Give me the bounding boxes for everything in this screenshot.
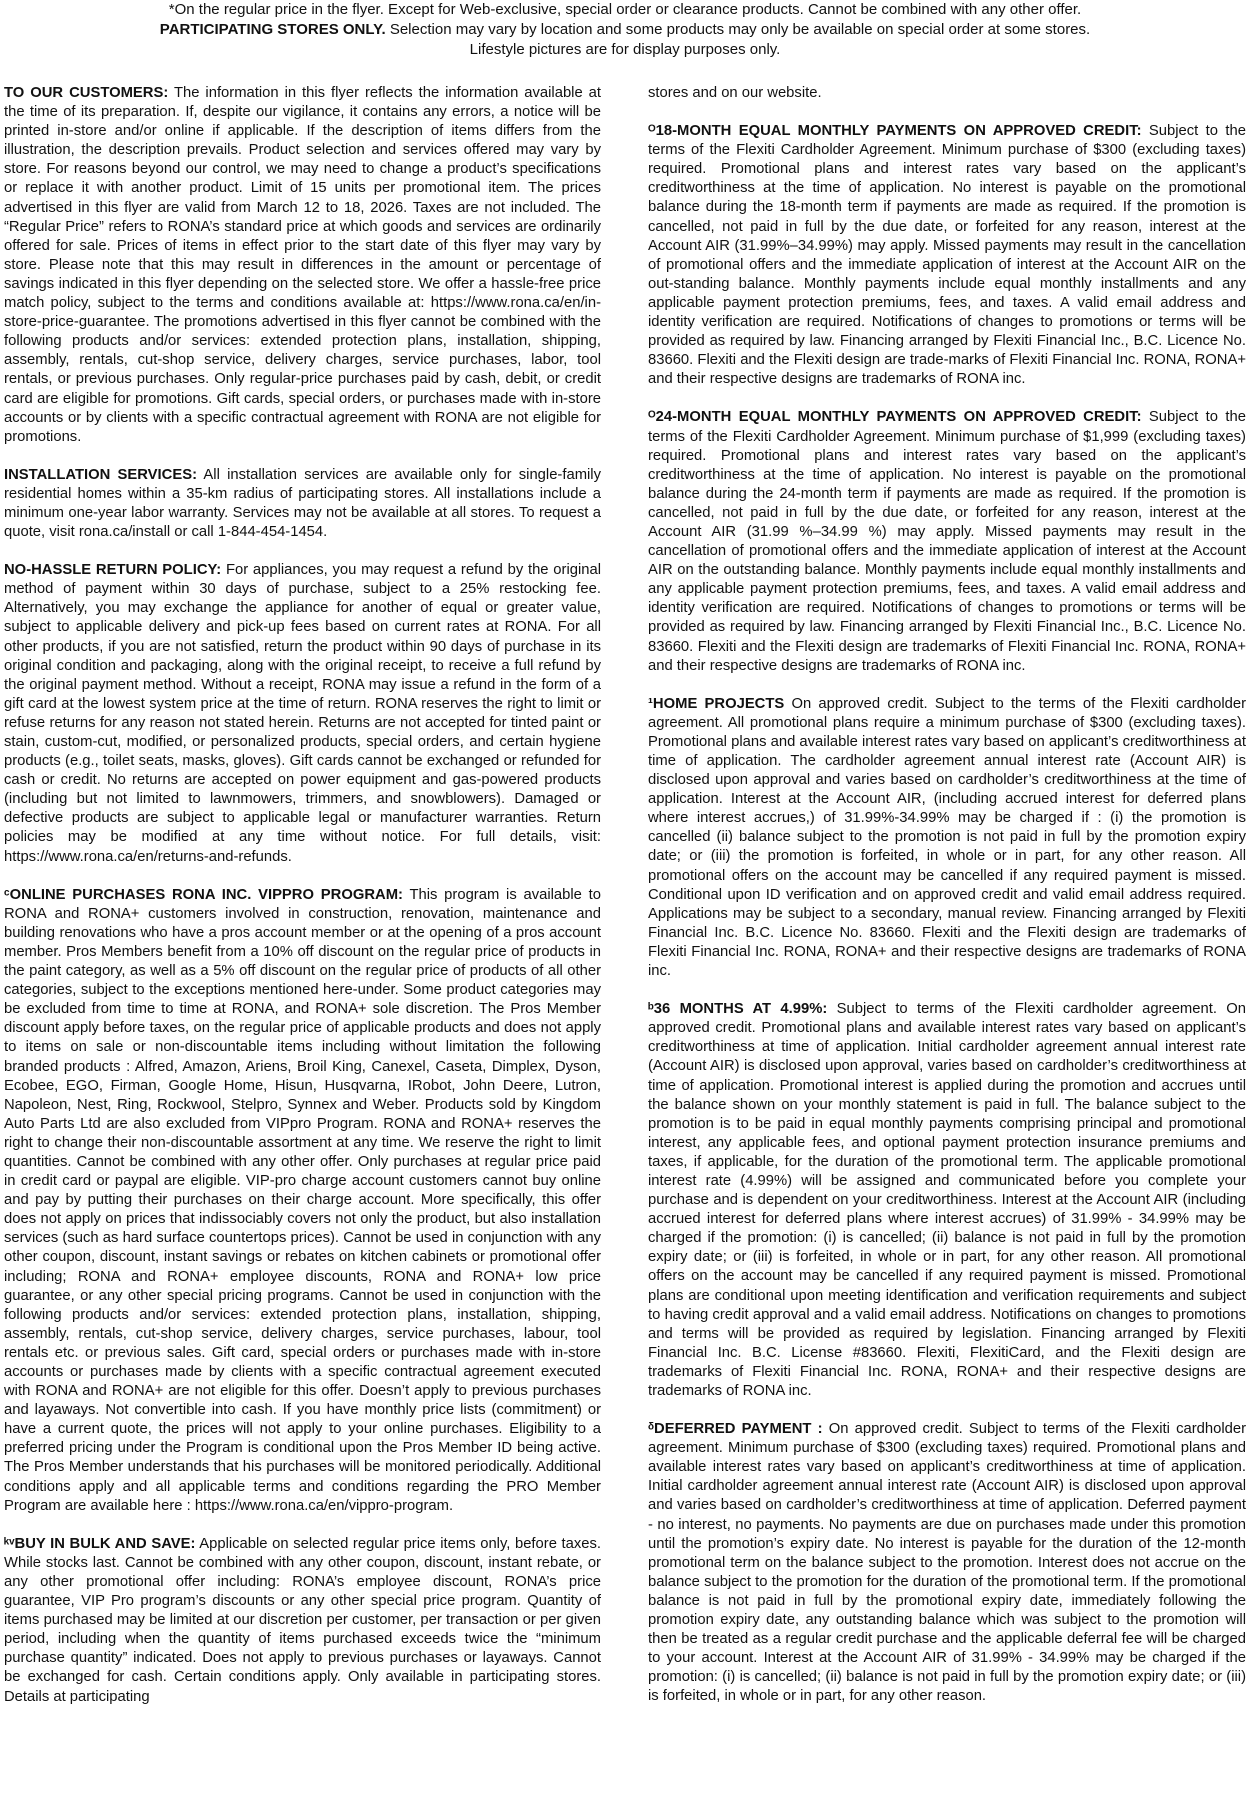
section-buy-in-bulk bbox=[4, 1535, 601, 1707]
section-heading: NO-HASSLE RETURN POLICY: bbox=[4, 562, 222, 579]
section-body: On approved credit. Subject to the terms of the Flexiti cardholder agreement. All promotional plans require a minimum purchase of $300 (excluding taxes). Promotional plans and available interest rates vary based on applicant’s creditworthiness at time of application. The cardholder agreement annual interest rate (Account AIR) is disclosed upon approval and varies based on cardholder’s creditworthiness at the time of application. Interest at the Account AIR, (including accrued interest for deferred plans where interest accrues,) of 31.99%-34.99% may be charged if : (i) the promotion is cancelled (ii) balance subject to the promotion is not paid in full by the promotion expiry date; or (iii) the promotion is forfeited, in whole or in part, for any other reason. All promotional offers on the account may be cancelled if any required payment is missed. Conditional upon ID verification and on approved credit and valid email address required. Applications may be subject to a secondary, manual review. Financing arranged by Flexiti Financial Inc. B.C. Licence No. 83660. Flexiti and the Flexiti design are trademarks of Flexiti Financial Inc. RONA, RONA+ and their respective designs are trademarks of RONA inc. bbox=[648, 695, 1246, 980]
section-body: Subject to the terms of the Flexiti Cardholder Agreement. Minimum purchase of $1,999 (excluding taxes) required. Promotional plans and interest rates vary based on the applicant’s creditworthiness at the time of application. No interest is payable on the promotional balance during the 24-month term if payments are made as required. If the promotion is cancelled, not paid in full by the due date, or forfeited for any reason, interest at the Account AIR (31.99 %–34.99 %) may apply. Missed payments may result in the cancellation of promotional offers and the immediate application of interest at the Account AIR on the outstanding balance. Monthly payments include equal monthly installments and any applicable payment protection premiums, fees, and taxes. A valid email address and identity verification are required. Notifications of changes to promotions or terms will be provided as required by law. Financing arranged by Flexiti Financial Inc., B.C. Licence No. 83660. Flexiti and the Flexiti design are trademarks of Flexiti Financial Inc. RONA, RONA+ and their respective designs are trademarks of RONA inc. bbox=[648, 409, 1246, 674]
left-column bbox=[4, 84, 601, 1726]
section-heading: ᵇ36 MONTHS AT 4.99%: bbox=[648, 1001, 828, 1018]
section-body: This program is available to RONA and RONA+ customers involved in construction, renovation, maintenance and building renovations who have a pros account member or at the opening of a pros account member. Pros Members benefit from a 10% off discount on the regular price of products in the paint category, as well as a 5% off discount on the regular price of products of all other categories, subject to the exceptions mentioned here-under. Some product categories may be excluded from time to time at RONA, and RONA+ sole discretion. The Pros Member discount apply before taxes, on the regular price of applicable products and does not apply to items on sale or non-discountable items including without limitation the following branded products : Alfred, Amazon, Ariens, Broil King, Canexel, Caseta, Dimplex, Dyson, Ecobee, EGO, Firman, Google Home, Hisun, Husqvarna, IRobot, John Deere, Lutron, Napoleon, Nest, Ring, Rockwool, Stelpro, Synnex and Weber. Products sold by Kingdom Auto Parts Ltd are also excluded from VIPpro Program. RONA and RONA+ reserves the right to change their non-discountable assortment at any time. We reserve the right to limit quantities. Cannot be combined with any other offer. Only purchases at regular price paid in credit card or paypal are eligible. VIP-pro charge account customers cannot buy online and pay by putting their purchases on their charge account. More specifically, this offer does not apply on prices that indissociably covers not only the product, but also installation services (such as hard surface countertops prices). Cannot be used in conjunction with any other coupon, discount, instant savings or rebates on kitchen cabinets or promotional offer including; RONA and RONA+ employee discounts, RONA and RONA+ low price guarantee, or any other special pricing programs. Cannot be used in conjunction with the following products and/or services: extended protection plans, installation, shipping, assembly, rentals, cut-shop service, delivery charges, service purchases, labour, tool rentals etc. or previous sales. Gift card, special orders or purchases made with in-store accounts or purchases made by clients with a specific contractual agreement executed with RONA and RONA+ are not eligible for this offer. Doesn’t apply to previous purchases and layaways. Not convertible into cash. If you have monthly price lists (commitment) or have a current quote, the prices will not apply to your online purchases. Eligibility to a preferred pricing under the Program is conditional upon the Pros Member ID being active. The Pros Member understands that his purchases will be monitored periodically. Additional conditions apply and all applicable terms and conditions regarding the PRO Member Program are available here : https://www.rona.ca/en/vippro-program. bbox=[4, 886, 601, 1514]
section-body: All installation services are available only for single-family residential homes within a 35-km radius of participating stores. All installations include a minimum one-year labor warranty. Services may not be available at all stores. To request a quote, visit rona.ca/install or call 1-844-454-1454. bbox=[4, 466, 601, 541]
legal-columns bbox=[4, 84, 1246, 1726]
section-heading: ᶜONLINE PURCHASES RONA INC. VIPPRO PROGRAM: bbox=[4, 886, 403, 903]
section-heading: ᴼ18-MONTH EQUAL MONTHLY PAYMENTS ON APPROVED CREDIT: bbox=[648, 123, 1142, 140]
section-18-month-payments bbox=[648, 122, 1246, 389]
section-heading: INSTALLATION SERVICES: bbox=[4, 466, 198, 483]
section-heading: TO OUR CUSTOMERS: bbox=[4, 85, 169, 101]
top-notice bbox=[4, 0, 1246, 60]
section-home-projects bbox=[648, 695, 1246, 981]
section-heading: ᵏᵛBUY IN BULK AND SAVE: bbox=[4, 1535, 196, 1552]
section-body: For appliances, you may request a refund by the original method of payment within 30 days of purchase, subject to a 25% restocking fee. Alternatively, you may exchange the appliance for another of equal or greater value, subject to applicable delivery and pick-up fees based on current rates at RONA. For all other products, if you are not satisfied, return the product within 90 days of purchase in its original condition and packaging, along with the original receipt, to receive a full refund by the original payment method. Without a receipt, RONA may issue a refund in the form of a gift card at the lowest system price at the time of return. RONA reserves the right to limit or refuse returns for any reason not stated herein. Returns are not accepted for tinted paint or stain, custom-cut, modified, or personalized products, special orders, and certain hygiene products (e.g., toilet seats, masks, gloves). Gift cards cannot be exchanged or refunded for cash or credit. No returns are accepted on power equipment and gas-powered products (including but not limited to lawnmowers, trimmers, and snowblowers). Damaged or defective products are subject to applicable legal or manufacturer warranties. Return policies may be modified at any time without notice. For full details, visit: https://www.rona.ca/en/returns-and-refunds. bbox=[4, 562, 601, 865]
right-column bbox=[648, 84, 1246, 1726]
participating-stores-label: PARTICIPATING STORES ONLY. bbox=[159, 21, 386, 38]
section-vippro-program bbox=[4, 886, 601, 1516]
section-heading: ᴼ24-MONTH EQUAL MONTHLY PAYMENTS ON APPROVED CREDIT: bbox=[648, 409, 1142, 426]
section-body: Subject to terms of the Flexiti cardholder agreement. On approved credit. Promotional plans and available interest rates vary based on applicant’s creditworthiness at time of application. Initial cardholder agreement annual interest rate (Account AIR) is disclosed upon approval, varies based on cardholder’s creditworthiness at time of application. Promotional interest is applied during the promotion and accrues until the balance shown on your monthly statement is paid in full. The balance subject to the promotion is to be paid in equal monthly payments comprising principal and promotional interest, any applicable fees, and optional payment protection insurance premiums and taxes, if applicable, for the duration of the promotional term. The applicable promotional interest rate (4.99%) will be assigned and communicated before you complete your purchase and is dependent on your creditworthiness. Interest at the Account AIR (including accrued interest for deferred plans where interest accrues) of 31.99% - 34.99% may be charged if the promotion: (i) is cancelled; (ii) balance is not paid in full by the promotion expiry date; or (iii) is forfeited, in whole or in part, for any other reason. All promotional offers on the account may be cancelled if any required payment is missed. Promotional plans are conditional upon meeting identification and verification requirements and subject to having credit approval and a valid email address. Notifications on changes to promotions and terms will be provided as required by legislation. Financing arranged by Flexiti Financial Inc. B.C. License #83660. Flexiti, FlexitiCard, and the Flexiti design are trademarks of Flexiti Financial Inc. RONA, RONA+ and their respective designs are trademarks of RONA inc. bbox=[648, 1001, 1247, 1399]
notice-line-2-text: Selection may vary by location and some products may only be available on special order at some stores. bbox=[385, 21, 1091, 38]
section-deferred-payment bbox=[648, 1420, 1246, 1706]
section-24-month-payments bbox=[648, 408, 1246, 675]
section-36-months bbox=[648, 1000, 1246, 1401]
notice-line-1: *On the regular price in the flyer. Except for Web-exclusive, special order or clearance products. Cannot be combined with any other offer. bbox=[168, 1, 1082, 18]
section-installation-services bbox=[4, 466, 601, 542]
section-to-our-customers bbox=[4, 84, 601, 447]
section-body: Applicable on selected regular price items only, before taxes. While stocks last. Cannot be combined with any other coupon, discount, instant rebate, or any other promotional offer including: RONA’s employee discount, RONA’s price guarantee, VIP Pro program’s discounts or any other special price program. Quantity of items purchased may be limited at our discretion per customer, per transaction or per given period, including when the quantity of items purchased exceeds twice the “minimum purchase quantity” indicated. Does not apply to previous purchases or layaways. Cannot be exchanged for cash. Certain conditions apply. Only available in participating stores. Details at participating bbox=[4, 1535, 602, 1705]
notice-line-3: Lifestyle pictures are for display purposes only. bbox=[469, 41, 781, 58]
section-body: Subject to the terms of the Flexiti Cardholder Agreement. Minimum purchase of $300 (excluding taxes) required. Promotional plans and interest rates vary based on the applicant’s creditworthiness at the time of application. No interest is payable on the promotional balance during the 18-month term if payments are made as required. If the promotion is cancelled, not paid in full by the due date, or forfeited for any reason, interest at the Account AIR (31.99%–34.99%) may apply. Missed payments may result in the cancellation of promotional offers and the immediate application of interest at the Account AIR on the out-standing balance. Monthly payments include equal monthly installments and any applicable payment protection premiums, fees, and taxes. A valid email address and identity verification are required. Notifications of changes to promotions or terms will be provided as required by law. Financing arranged by Flexiti Financial Inc., B.C. Licence No. 83660. Flexiti and the Flexiti design are trade-marks of Flexiti Financial Inc. RONA, RONA+ and their respective designs are trademarks of RONA inc. bbox=[648, 123, 1246, 388]
section-body: The information in this flyer reflects the information available at the time of its preparation. If, despite our vigilance, it contains any errors, a notice will be printed in-store and/or online if applicable. If the description of items differs from the illustration, the description prevails. Product selection and services offered may vary by store. For reasons beyond our control, we may need to change a product’s specifications or replace it with another product. Limit of 15 units per promotional item. The prices advertised in this flyer are valid from March 12 to 18, 2026. Taxes are not included. The “Regular Price” refers to RONA’s standard price at which goods and services are ordinarily offered for sale. Prices of items in effect prior to the start date of this flyer may vary by store. Please note that this may result in differences in the amount or percentage of savings indicated in this flyer depending on the selected store. We offer a hassle-free price match policy, subject to the terms and conditions available at: https://www.rona.ca/en/in-store-price-guarantee. The promotions advertised in this flyer cannot be combined with the following products and/or services: extended protection plans, installation, shipping, assembly, rentals, cut-shop service, delivery charges, service purchases, labor, tool rentals, or previous purchases. Only regular-price purchases paid by cash, debit, or credit card are eligible for promotions. Gift cards, special orders, or purchases made with in-store accounts or by clients with a specific contractual agreement with RONA are not eligible for promotions. bbox=[4, 85, 601, 445]
section-return-policy bbox=[4, 561, 601, 867]
section-heading: ¹HOME PROJECTS bbox=[648, 695, 785, 712]
section-heading: ᵟDEFERRED PAYMENT : bbox=[648, 1421, 823, 1438]
section-buy-in-bulk-continued: stores and on our website. bbox=[648, 85, 822, 101]
section-body: On approved credit. Subject to terms of the Flexiti cardholder agreement. Minimum purchase of $300 (excluding taxes) required. Promotional plans and available interest rates vary based on applicant’s creditworthiness at time of application. Initial cardholder agreement annual interest rate (Account AIR) is disclosed upon approval and varies based on cardholder’s creditworthiness at time of application. Deferred payment - no interest, no payments. No payments are due on purchases made under this promotion until the promotion’s expiry date. No interest is payable for the duration of the 12-month promotional term on the balance subject to the promotion. Interest does not accrue on the balance subject to the promotion for the duration of the promotional term. If the promotional balance is not paid in full by the promotional expiry date, immediately following the promotion expiry date, any outstanding balance which was subject to the promotion will then be treated as a regular credit purchase and the applicable deferral fee will be charged to your account. Interest at the Account AIR of 31.99% - 34.99% may be charged if the promotion: (i) is cancelled; (ii) balance is not paid in full by the promotion expiry date; or (iii) is forfeited, in whole or in part, for any other reason. bbox=[648, 1421, 1247, 1705]
notice-line-2 bbox=[4, 20, 1246, 40]
